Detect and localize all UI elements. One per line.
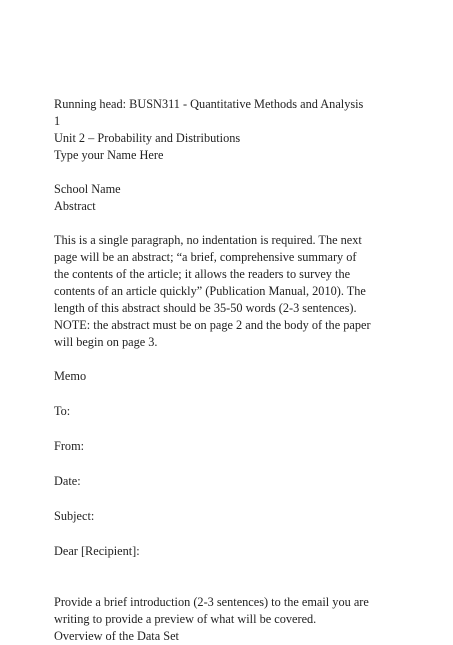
running-head: Running head: BUSN311 - Quantitative Methods and Analysis bbox=[54, 97, 364, 111]
memo-heading: Memo bbox=[54, 369, 87, 383]
memo-subject-label: Subject: bbox=[54, 509, 95, 523]
intro-line: writing to provide a preview of what will be covered. bbox=[54, 612, 317, 626]
memo-date-label: Date: bbox=[54, 474, 81, 488]
memo-to-label: To: bbox=[54, 404, 71, 418]
abstract-line: length of this abstract should be 35-50 words (2-3 sentences). bbox=[54, 301, 357, 315]
school-name: School Name bbox=[54, 182, 121, 196]
abstract-line: This is a single paragraph, no indentation is required. The next bbox=[54, 233, 362, 247]
memo-salutation: Dear [Recipient]: bbox=[54, 544, 140, 558]
intro-line: Provide a brief introduction (2-3 sentences) to the email you are bbox=[54, 595, 369, 609]
page-number: 1 bbox=[54, 114, 61, 128]
author-name-placeholder: Type your Name Here bbox=[54, 148, 164, 162]
overview-heading: Overview of the Data Set bbox=[54, 629, 179, 643]
abstract-line: contents of an article quickly” (Publication Manual, 2010). The bbox=[54, 284, 366, 298]
memo-from-label: From: bbox=[54, 439, 85, 453]
abstract-line: NOTE: the abstract must be on page 2 and the body of the paper bbox=[54, 318, 371, 332]
abstract-line: page will be an abstract; “a brief, comprehensive summary of bbox=[54, 250, 357, 264]
abstract-heading: Abstract bbox=[54, 199, 96, 213]
unit-title: Unit 2 – Probability and Distributions bbox=[54, 131, 241, 145]
abstract-line: will begin on page 3. bbox=[54, 335, 158, 349]
abstract-line: the contents of the article; it allows the readers to survey the bbox=[54, 267, 351, 281]
